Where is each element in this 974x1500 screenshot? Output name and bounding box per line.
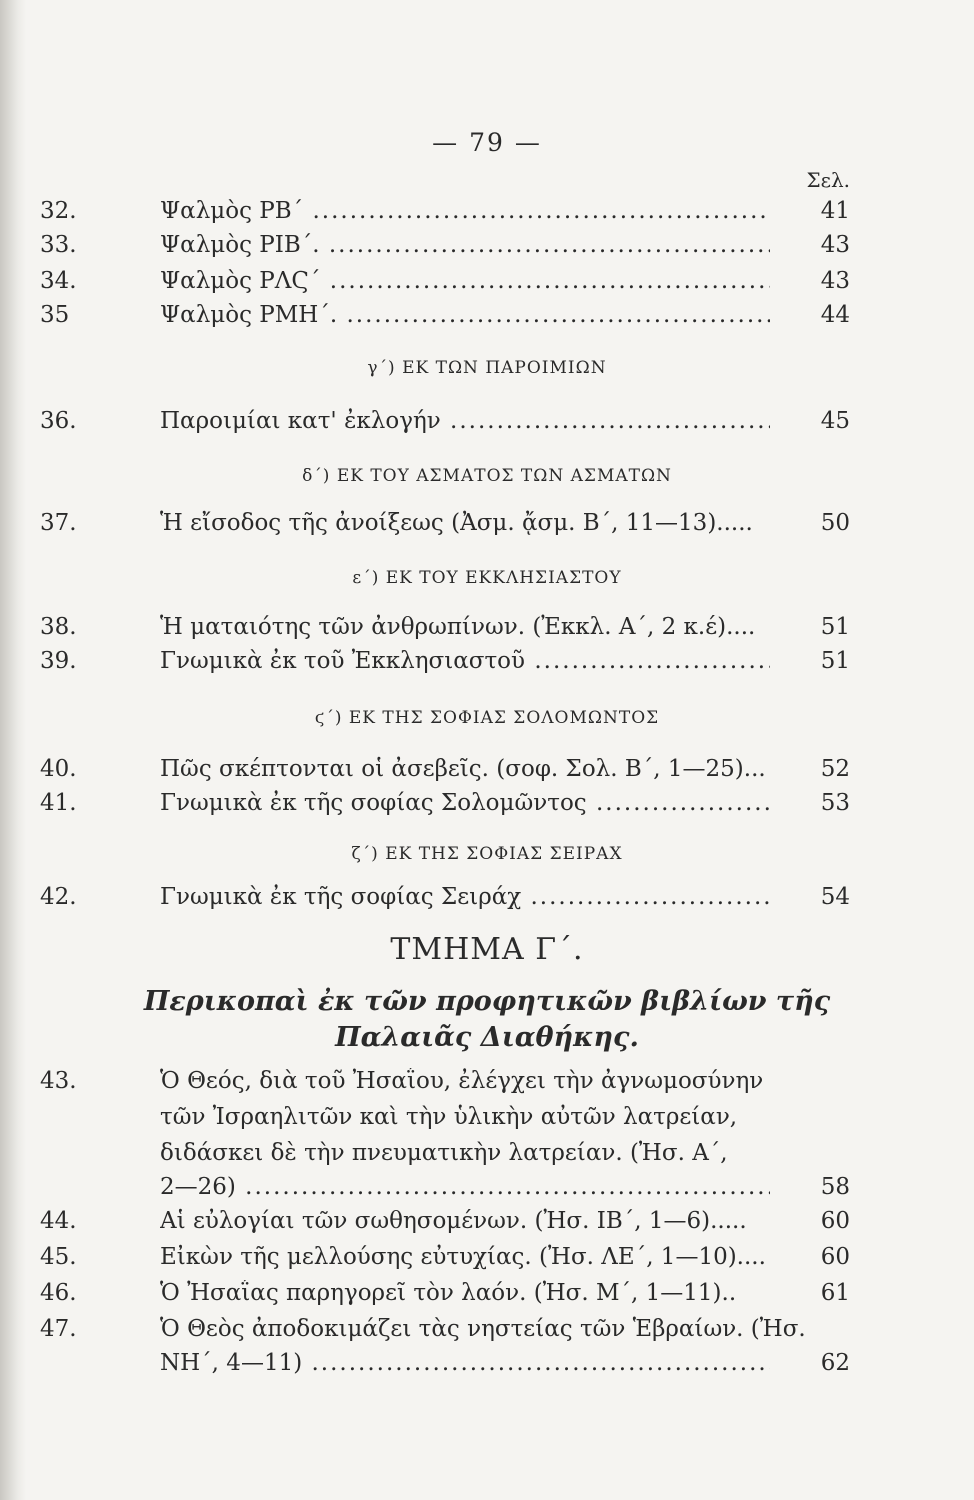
toc-entry-43-line-3 — [160, 1140, 850, 1174]
toc-entry-34 — [40, 268, 850, 302]
entry-title-line-4: 2—26) ..... — [160, 1174, 770, 1200]
toc-entry-43-line-2 — [160, 1104, 850, 1138]
toc-entry-39 — [40, 648, 850, 682]
entry-title: Γνωμικὰ ἐκ τῆς σοφίας Σολομῶντος ..... — [160, 790, 770, 816]
entry-number: 42. — [40, 884, 77, 910]
toc-entry-40 — [40, 756, 850, 790]
entry-page: 50 — [820, 510, 850, 536]
entry-page: 53 — [820, 790, 850, 816]
entry-title-line-2: ΝΗ΄, 4—11) ..... — [160, 1350, 770, 1376]
entry-number: 43. — [40, 1068, 77, 1094]
entry-page: 54 — [820, 884, 850, 910]
section-heading-proverbs: γ΄) ΕΚ ΤΩΝ ΠΑΡΟΙΜΙΩΝ — [367, 358, 607, 378]
page-edge-shadow — [0, 0, 26, 1500]
part-heading-line-1: Περικοπαὶ ἐκ τῶν προφητικῶν βιβλίων τῆς — [143, 986, 831, 1017]
entry-title-line-1: Ὁ Θεός, διὰ τοῦ Ἠσαΐου, ἐλέγχει τὴν ἀγνωμοσύνην — [160, 1068, 764, 1094]
entry-title: Εἰκὼν τῆς μελλούσης εὐτυχίας. (Ἠσ. ΛΕ΄, 1—10).... — [160, 1244, 766, 1270]
entry-title: Γνωμικὰ ἐκ τοῦ Ἐκκλησιαστοῦ ..... — [160, 648, 770, 674]
toc-entry-43 — [40, 1068, 850, 1102]
entry-page: 51 — [820, 614, 850, 640]
entry-title-line-3: διδάσκει δὲ τὴν πνευματικὴν λατρείαν. (Ἠσ. Α΄, — [160, 1140, 728, 1166]
entry-page: 41 — [820, 198, 850, 224]
toc-entry-46 — [40, 1280, 850, 1314]
entry-page: 43 — [820, 232, 850, 258]
toc-entry-42 — [40, 884, 850, 918]
entry-number: 46. — [40, 1280, 77, 1306]
entry-page: 60 — [820, 1208, 850, 1234]
entry-number: 37. — [40, 510, 77, 536]
entry-title: Αἱ εὐλογίαι τῶν σωθησομένων. (Ἠσ. ΙΒ΄, 1—6)..... — [160, 1208, 747, 1234]
entry-number: 32. — [40, 198, 77, 224]
entry-title: Ἡ ματαιότης τῶν ἀνθρωπίνων. (Ἐκκλ. Α΄, 2 κ.έ).... — [160, 614, 756, 640]
entry-number: 36. — [40, 408, 77, 434]
entry-number: 33. — [40, 232, 77, 258]
toc-entry-41 — [40, 790, 850, 824]
entry-page: 62 — [820, 1350, 850, 1376]
entry-title: Πῶς σκέπτονται οἱ ἀσεβεῖς. (σοφ. Σολ. Β΄, 1—25)... — [160, 756, 766, 782]
entry-title-line-2: τῶν Ἰσραηλιτῶν καὶ τὴν ὑλικὴν αὐτῶν λατρείαν, — [160, 1104, 738, 1130]
toc-entry-43-line-4 — [160, 1174, 850, 1208]
section-heading-song-of-songs: δ΄) ΕΚ ΤΟΥ ΑΣΜΑΤΟΣ ΤΩΝ ΑΣΜΑΤΩΝ — [302, 466, 672, 486]
toc-entry-35 — [40, 302, 850, 336]
entry-number: 38. — [40, 614, 77, 640]
toc-entry-47-line-2 — [160, 1350, 850, 1384]
section-heading-wisdom-sirach: ζ΄) ΕΚ ΤΗΣ ΣΟΦΙΑΣ ΣΕΙΡΑΧ — [351, 844, 623, 864]
entry-title: Ψαλμὸς ΡΒ΄ ..... — [160, 198, 770, 224]
toc-entry-38 — [40, 614, 850, 648]
toc-entry-37 — [40, 510, 850, 544]
entry-page: 60 — [820, 1244, 850, 1270]
page-number: — 79 — — [432, 128, 542, 157]
entry-page: 51 — [820, 648, 850, 674]
entry-number: 41. — [40, 790, 77, 816]
toc-entry-47 — [40, 1316, 850, 1350]
entry-number: 45. — [40, 1244, 77, 1270]
entry-title: Ἡ εἴσοδος τῆς ἀνοίξεως (Ἆσμ. ᾄσμ. Β΄, 11—13)..... — [160, 510, 753, 536]
entry-number: 44. — [40, 1208, 77, 1234]
section-heading-wisdom-solomon: ϛ΄) ΕΚ ΤΗΣ ΣΟΦΙΑΣ ΣΟΛΟΜΩΝΤΟΣ — [314, 708, 660, 728]
entry-number: 39. — [40, 648, 77, 674]
toc-entry-36 — [40, 408, 850, 442]
entry-page: 61 — [820, 1280, 850, 1306]
toc-entry-44 — [40, 1208, 850, 1242]
entry-page: 52 — [820, 756, 850, 782]
entry-title-line-1: Ὁ Θεὸς ἀποδοκιμάζει τὰς νηστείας τῶν Ἑβραίων. (Ἠσ. — [160, 1316, 806, 1342]
entry-page: 44 — [820, 302, 850, 328]
entry-number: 35 — [40, 302, 70, 328]
toc-entry-45 — [40, 1244, 850, 1278]
section-heading-ecclesiastes: ε΄) ΕΚ ΤΟΥ ΕΚΚΛΗΣΙΑΣΤΟΥ — [352, 568, 622, 588]
entry-number: 34. — [40, 268, 77, 294]
entry-page: 58 — [820, 1174, 850, 1200]
part-heading-line-2: Παλαιᾶς Διαθήκης. — [335, 1022, 639, 1053]
entry-page: 43 — [820, 268, 850, 294]
entry-number: 40. — [40, 756, 77, 782]
toc-entry-33 — [40, 232, 850, 266]
toc-entry-32 — [40, 198, 850, 232]
entry-title: Ὁ Ἠσαΐας παρηγορεῖ τὸν λαόν. (Ἠσ. Μ΄, 1—11).. — [160, 1280, 737, 1306]
page-column-header: Σελ. — [806, 168, 850, 192]
entry-title: Ψαλμὸς ΡΜΗ΄. ..... — [160, 302, 770, 328]
entry-title: Παροιμίαι κατ' ἐκλογήν ..... — [160, 408, 770, 434]
entry-title: Γνωμικὰ ἐκ τῆς σοφίας Σειράχ ..... — [160, 884, 770, 910]
part-title: ΤΜΗΜΑ Γ΄. — [390, 932, 584, 967]
entry-title: Ψαλμὸς ΡΛϚ΄ ..... — [160, 268, 770, 294]
entry-page: 45 — [820, 408, 850, 434]
entry-title: Ψαλμὸς ΡΙΒ΄. ..... — [160, 232, 770, 258]
entry-number: 47. — [40, 1316, 77, 1342]
